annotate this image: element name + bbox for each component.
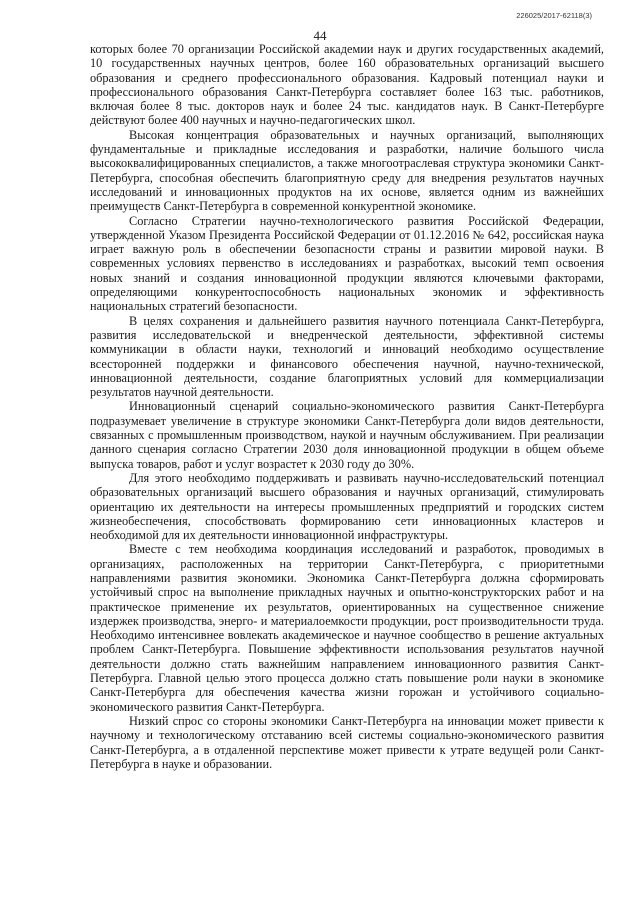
document-body	[90, 42, 604, 771]
paragraph-continued: которых более 70 организации Российской академии наук и других государственных академий, 10 государственных научных центров, более 160 образовательных организаций высшего образования и среднего профессионального образования. Кадровый потенциал науки и профессионального образования Санкт-Петербурга составляет более 163 тыс. работников, включая более 8 тыс. докторов наук и более 24 тыс. кандидатов наук. В Санкт-Петербурге действуют более 400 научных и научно-педагогических школ.	[90, 42, 604, 128]
document-registration-number: 226025/2017-62118(3)	[516, 11, 592, 20]
paragraph: Высокая концентрация образовательных и научных организаций, выполняющих фундаментальные и прикладные исследования и разработки, наличие большого числа высококвалифицированных специалистов, а также многоотраслевая структура экономики Санкт-Петербурга, способная обеспечить благоприятную среду для внедрения результатов научных исследований и инновационных продуктов на их основе, является одним из важнейших преимуществ Санкт-Петербурга в современной конкурентной экономике.	[90, 127, 604, 214]
paragraph: Для этого необходимо поддерживать и развивать научно-исследовательский потенциал образовательных организаций высшего образования и научных организаций, стимулировать ориентацию их деятельности на интересы промышленных предприятий и городских систем жизнеобеспечения, способствовать формированию сети инновационных кластеров и необходимой для их деятельности инновационной инфраструктуры.	[90, 470, 604, 543]
paragraph: Согласно Стратегии научно-технологического развития Российской Федерации, утвержденной Указом Президента Российской Федерации от 01.12.2016 № 642, российская наука играет важную роль в обеспечении безопасности страны и развитии мировой науки. В современных условиях первенство в исследованиях и разработках, высокий темп освоения новых знаний и создания инновационной продукции являются ключевыми факторами, определяющими конкурентоспособность национальных экономик и эффективность национальных стратегий безопасности.	[90, 213, 604, 314]
page-number: 44	[313, 28, 327, 43]
paragraph: Вместе с тем необходима координация исследований и разработок, проводимых в организациях, расположенных на территории Санкт-Петербурга, с приоритетными направлениями развития экономики. Экономика Санкт-Петербурга должна сформировать устойчивый спрос на выполнение прикладных научных и опытно-конструкторских работ и на практическое применение их результатов, ориентированных на существенное снижение издержек производства, энерго- и материалоемкости продукции, рост производительности труда. Необходимо интенсивнее вовлекать академическое и научное сообщество в решение актуальных проблем Санкт-Петербурга. Повышение эффективности использования результатов научной деятельности должно стать важнейшим направлением инновационного развития Санкт-Петербурга. Главной целью этого процесса должно стать повышение роли науки в экономике Санкт-Петербурга для обеспечения качества жизни горожан и устойчивого социально-экономического развития Санкт-Петербурга.	[90, 542, 604, 714]
paragraph: Инновационный сценарий социально-экономического развития Санкт-Петербурга подразумевает увеличение в структуре экономики Санкт-Петербурга доли видов деятельности, связанных с промышленным производством, наукой и научным обслуживанием. При реализации данного сценария согласно Стратегии 2030 доля инновационной продукции в общем объеме выпуска товаров, работ и услуг возрастет к 2030 году до 30%.	[90, 399, 604, 471]
paragraph: Низкий спрос со стороны экономики Санкт-Петербурга на инновации может привести к научному и технологическому отставанию всей системы социально-экономического развития Санкт-Петербурга, а в отдаленной перспективе может привести к утрате ведущей роли Санкт-Петербурга в науке и образовании.	[90, 713, 604, 771]
paragraph: В целях сохранения и дальнейшего развития научного потенциала Санкт-Петербурга, развития исследовательской и внедренческой деятельности, эффективной системы коммуникации в области науки, технологий и инноваций необходимо осуществление всесторонней поддержки и финансового обеспечения научной, научно-технической, инновационной деятельности, создание благоприятных условий для коммерциализации результатов научной деятельности.	[90, 313, 604, 400]
